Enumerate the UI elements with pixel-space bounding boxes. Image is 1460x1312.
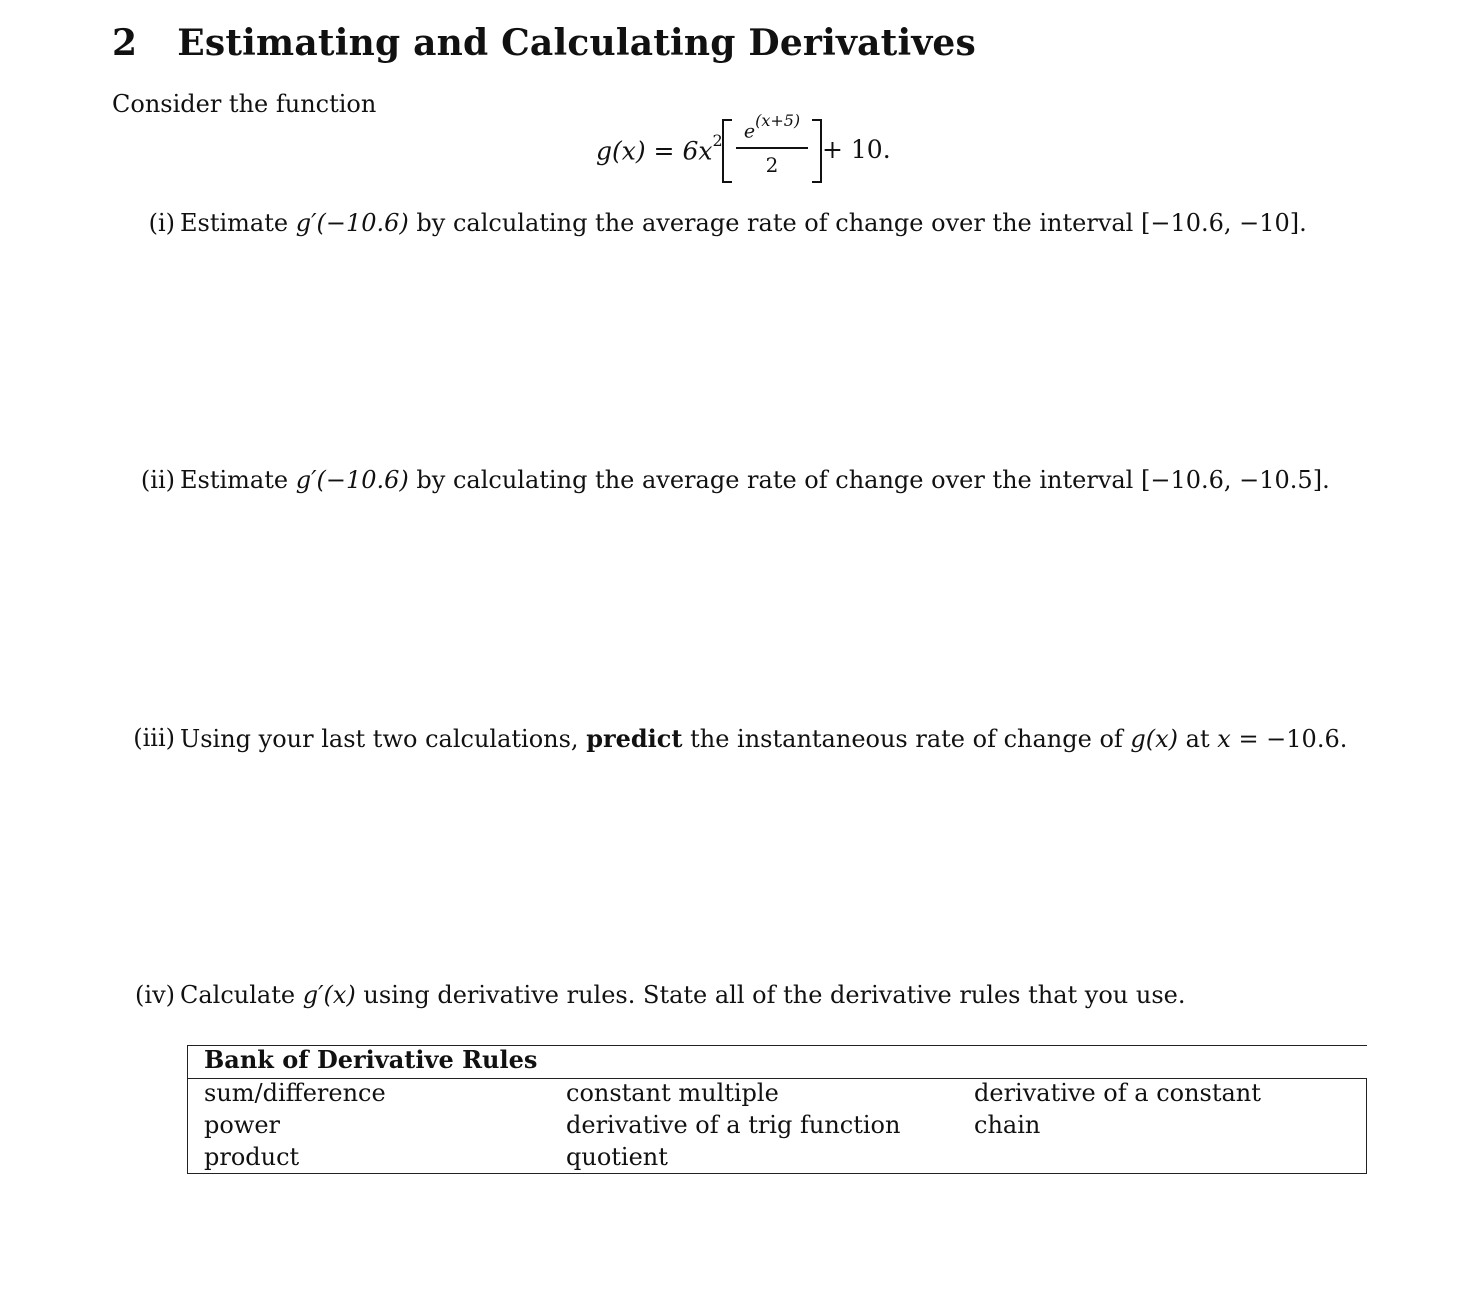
equation-lhs: $g(x) = 6x^2$ [596, 131, 723, 166]
section-number: 2 [112, 22, 138, 64]
rule-item: product [204, 1143, 300, 1171]
rule-item: derivative of a trig function [566, 1111, 901, 1139]
rule-item: derivative of a constant [974, 1079, 1261, 1107]
rule-item: constant multiple [566, 1079, 779, 1107]
question-number: (ii) [140, 466, 175, 494]
equation-rhs: + 10. [822, 135, 891, 164]
section-heading [112, 22, 976, 64]
question-number: (iv) [135, 981, 175, 1009]
fraction-bar [736, 147, 808, 149]
question-number: (i) [148, 209, 175, 237]
bank-title: Bank of Derivative Rules [204, 1045, 538, 1074]
function-equation [596, 113, 916, 187]
section-title: Estimating and Calculating Derivatives [177, 22, 977, 64]
table-border-right [1366, 1078, 1367, 1174]
rule-item: chain [974, 1111, 1041, 1139]
numerator-exponent: (x+5) [755, 111, 801, 130]
fraction-denominator: 2 [765, 152, 779, 177]
intro-text: Consider the function [112, 90, 377, 118]
question-text: Calculate g′(x) using derivative rules. State all of the derivative rules that you use. [180, 981, 1186, 1009]
question-text: Estimate g′(−10.6) by calculating the average rate of change over the interval [−10.6, −10]. [180, 209, 1307, 237]
left-bracket [722, 119, 732, 183]
question-text: Using your last two calculations, predict the instantaneous rate of change of g(x) at x = −10.6. [180, 724, 1348, 753]
equation-power: 2 [712, 131, 723, 150]
derivative-rules-bank [187, 1045, 1367, 1174]
fraction-numerator: $e^{(x+5)}$ [743, 111, 801, 143]
rule-item: quotient [566, 1143, 668, 1171]
fraction [734, 113, 810, 177]
rule-item: power [204, 1111, 281, 1139]
table-rule-bottom [187, 1173, 1367, 1174]
right-bracket [812, 119, 822, 183]
table-border-left [187, 1045, 188, 1174]
rule-item: sum/difference [204, 1079, 386, 1107]
question-text: Estimate g′(−10.6) by calculating the average rate of change over the interval [−10.6, −10.5]. [180, 466, 1330, 494]
question-number: (iii) [133, 724, 175, 752]
